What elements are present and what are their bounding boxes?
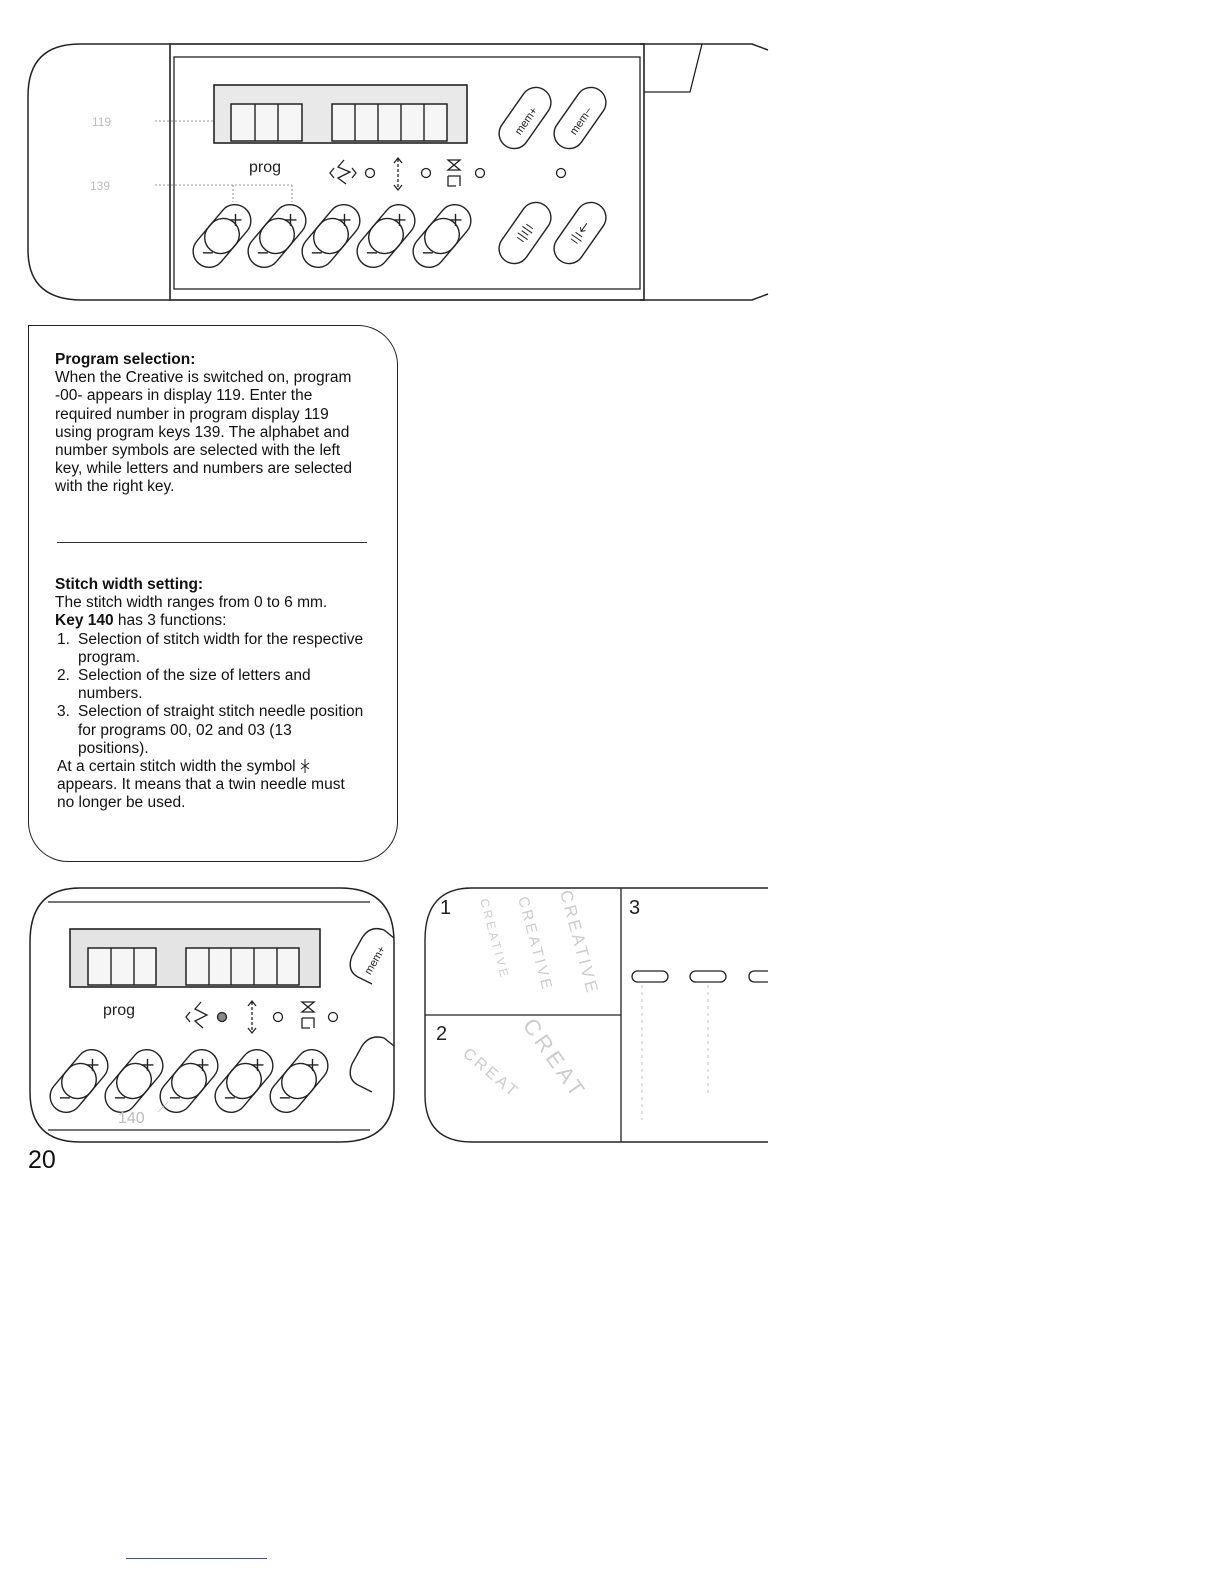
- stitched-sample-medium: CREATIVE: [514, 894, 556, 994]
- stitch-width-key-140[interactable]: [154, 1043, 225, 1119]
- page-number: 20: [28, 1146, 56, 1174]
- top-control-panel: [0, 0, 780, 310]
- buttonhole-key[interactable]: [407, 198, 478, 274]
- stitch-length-icon: [248, 1001, 256, 1033]
- bottom-control-panel: [0, 880, 410, 1150]
- stitch-pattern-icon: [515, 223, 534, 243]
- stitched-sample-diagonal-small: CREAT: [459, 1045, 523, 1102]
- indicator-led-width-on: [218, 1013, 227, 1022]
- prog-label: prog: [103, 1002, 136, 1019]
- pattern-start-button-partial[interactable]: [350, 1037, 394, 1092]
- pattern-return-button[interactable]: [548, 197, 612, 270]
- stitched-sample-small: CREATIVE: [477, 897, 513, 982]
- mem-minus-label: mem−: [567, 105, 596, 138]
- sample-label-2: 2: [436, 1023, 448, 1045]
- mem-plus-label: mem+: [512, 105, 541, 138]
- stitch-width-section: [55, 576, 365, 813]
- needle-position-center: [690, 971, 726, 982]
- function-list: [55, 631, 365, 758]
- twin-needle-icon: [300, 759, 310, 773]
- indicator-led-length: [274, 1013, 283, 1022]
- indicator-led-mem: [557, 169, 566, 178]
- key-140-line: [55, 612, 365, 630]
- program-selection-heading: Program selection:: [55, 351, 196, 368]
- indicator-led-buttonhole: [476, 169, 485, 178]
- mem-plus-label: mem+: [362, 944, 389, 977]
- stitch-width-key[interactable]: [296, 198, 367, 274]
- footer-link-line: [126, 1558, 267, 1559]
- list-item: 1. Selection of stitch width for the respective program.: [57, 630, 364, 666]
- zigzag-width-icon: [186, 1002, 207, 1028]
- indicator-led-width: [366, 169, 375, 178]
- stitch-length-key[interactable]: [209, 1043, 280, 1119]
- sample-label-1: 1: [440, 897, 452, 919]
- stitch-length-icon: [394, 158, 402, 190]
- needle-position-right: [749, 971, 768, 982]
- stitch-length-key[interactable]: [351, 198, 422, 274]
- key-140-bold: Key 140: [55, 612, 114, 630]
- stitch-arrow-icon: [569, 220, 591, 245]
- section-divider: [57, 542, 367, 543]
- program-key-left[interactable]: [44, 1043, 115, 1119]
- key-140-rest: has 3 functions:: [117, 612, 227, 630]
- callout-119: 119: [92, 115, 112, 129]
- indicator-led-length: [422, 169, 431, 178]
- stitch-width-heading: Stitch width setting:: [55, 576, 204, 593]
- stitched-sample-diagonal: CREAT: [517, 1013, 592, 1104]
- display-window: [70, 929, 320, 987]
- display-window: [214, 85, 467, 143]
- buttonhole-key[interactable]: [264, 1043, 335, 1119]
- buttonhole-icon: [302, 1002, 314, 1028]
- stitch-sample-panel: [410, 880, 780, 1150]
- program-key-right[interactable]: [242, 198, 313, 274]
- needle-position-left: [632, 971, 668, 982]
- stitch-width-intro: The stitch width ranges from 0 to 6 mm.: [55, 594, 328, 612]
- list-item: 2. Selection of the size of letters and numbers.: [57, 667, 311, 703]
- program-key-right[interactable]: [99, 1043, 170, 1119]
- program-selection-body: When the Creative is switched on, program -00- appears in display 119. Enter the required number in program display 119 using program keys 139. The alphabet and number symbols are selected with the left key, while letters and numbers are selected with the right key.: [55, 369, 352, 496]
- list-item: 3. Selection of straight stitch needle position for programs 00, 02 and 03 (13 positions).: [57, 703, 364, 757]
- twin-needle-note: At a certain stitch width the symbol appears. It means that a twin needle must no longer be used.: [57, 758, 345, 812]
- callout-140: 140: [118, 1110, 145, 1127]
- zigzag-width-icon: [330, 160, 356, 184]
- sample-label-3: 3: [629, 897, 641, 919]
- callout-139: 139: [90, 179, 111, 193]
- indicator-led-buttonhole: [329, 1013, 338, 1022]
- buttonhole-icon: [448, 160, 460, 186]
- program-key-left[interactable]: [187, 198, 258, 274]
- program-selection-section: [55, 351, 365, 497]
- prog-label: prog: [249, 159, 282, 176]
- stitched-sample-large: CREATIVE: [556, 888, 603, 998]
